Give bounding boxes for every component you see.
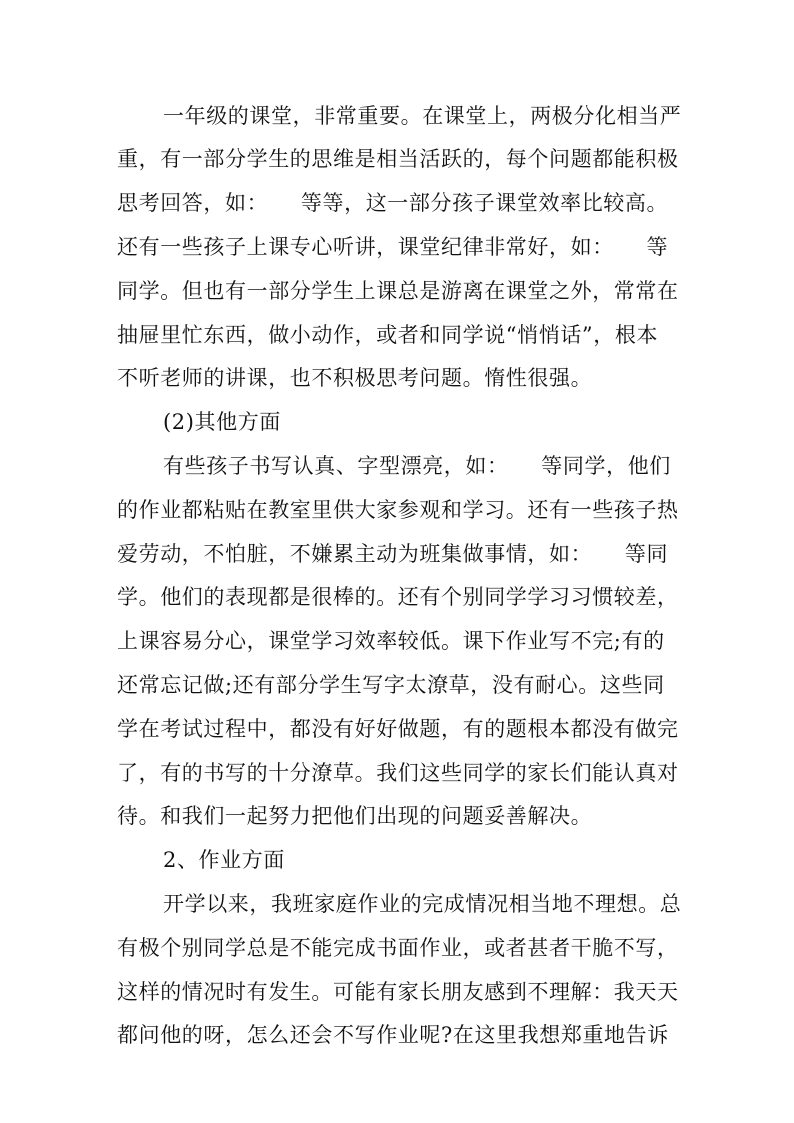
text-line: 开学以来，我班家庭作业的完成情况相当地不理想。总 [163, 892, 682, 916]
text-line: 这样的情况时有发生。可能有家长朋友感到不理解：我天天 [117, 980, 679, 1004]
section-heading: (2)其他方面 [163, 410, 281, 434]
section-heading: 2、作业方面 [163, 848, 285, 872]
text-line: 不听老师的讲课，也不积极思考问题。惰性很强。 [117, 366, 593, 390]
text-line: 重，有一部分学生的思维是相当活跃的，每个问题都能积极 [117, 147, 679, 171]
text-line: 有极个别同学总是不能完成书面作业，或者甚者干脆不写， [117, 936, 679, 960]
text-line: 的作业都粘贴在教室里供大家参观和学习。还有一些孩子热 [117, 498, 679, 522]
text-line: 待。和我们一起努力把他们出现的问题妥善解决。 [117, 804, 593, 828]
text-line: 思考回答，如： 等等，这一部分孩子课堂效率比较高。 [117, 191, 669, 215]
text-line: 还有一些孩子上课专心听讲，课堂纪律非常好，如： 等 [117, 235, 669, 259]
text-line: 学在考试过程中，都没有好好做题，有的题根本都没有做完 [117, 717, 679, 741]
text-line: 上课容易分心，课堂学习效率较低。课下作业写不完;有的 [117, 629, 665, 653]
text-line: 有些孩子书写认真、字型漂亮，如： 等同学，他们 [163, 454, 671, 478]
text-line: 一年级的课堂，非常重要。在课堂上，两极分化相当严 [163, 104, 682, 128]
text-line: 同学。但也有一部分学生上课总是游离在课堂之外，常常在 [117, 279, 679, 303]
text-line: 都问他的呀，怎么还会不写作业呢?在这里我想郑重地告诉 [117, 1023, 669, 1047]
text-line: 学。他们的表现都是很棒的。还有个别同学学习习惯较差， [117, 585, 679, 609]
text-line: 抽屉里忙东西，做小动作，或者和同学说“悄悄话”，根本 [117, 323, 659, 347]
text-line: 还常忘记做;还有部分学生写字太潦草，没有耐心。这些同 [117, 673, 665, 697]
text-line: 了，有的书写的十分潦草。我们这些同学的家长们能认真对 [117, 761, 679, 785]
text-line: 爱劳动，不怕脏，不嫌累主动为班集做事情，如： 等同 [117, 542, 669, 566]
